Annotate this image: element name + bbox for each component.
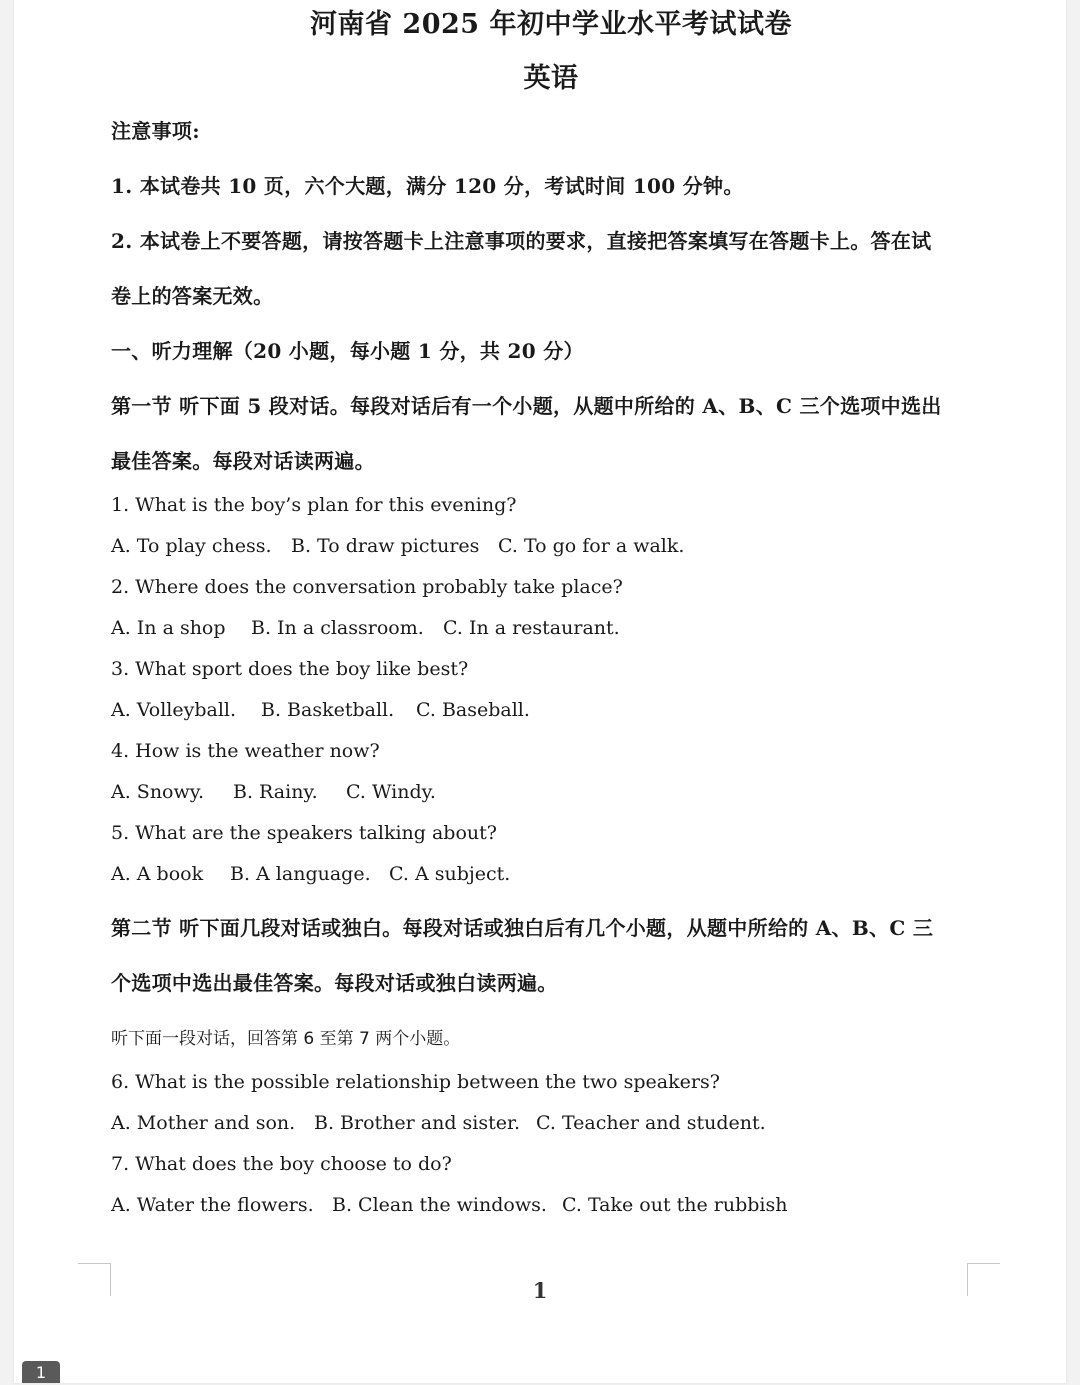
option-a: A. Water the flowers. bbox=[111, 1194, 314, 1216]
section1-heading-line-2: 最佳答案。每段对话读两遍。 bbox=[111, 449, 375, 473]
question-1-options bbox=[111, 535, 684, 557]
option-c: C. To go for a walk. bbox=[498, 535, 685, 557]
option-b: B. Basketball. bbox=[261, 699, 395, 721]
exam-page bbox=[14, 0, 1066, 1383]
option-b: B. To draw pictures bbox=[291, 535, 480, 557]
section2-heading-line-1: 第二节 听下面几段对话或独白。每段对话或独白后有几个小题，从题中所给的 A、B、C 三 bbox=[111, 916, 934, 940]
question-5: 5. What are the speakers talking about? bbox=[111, 822, 497, 844]
question-7: 7. What does the boy choose to do? bbox=[111, 1153, 452, 1175]
question-4-options bbox=[111, 781, 436, 803]
option-b: B. A language. bbox=[230, 863, 371, 885]
section2-heading-line-2: 个选项中选出最佳答案。每段对话或独白读两遍。 bbox=[111, 971, 558, 995]
section2-instruction: 听下面一段对话，回答第 6 至第 7 两个小题。 bbox=[111, 1029, 461, 1049]
question-6-options bbox=[111, 1112, 766, 1134]
section1-heading-line-1: 第一节 听下面 5 段对话。每段对话后有一个小题，从题中所给的 A、B、C 三个选项中选出 bbox=[111, 394, 942, 418]
question-1: 1. What is the boy’s plan for this evening? bbox=[111, 494, 517, 516]
option-c: C. Take out the rubbish bbox=[562, 1194, 788, 1216]
exam-subject: 英语 bbox=[523, 63, 579, 94]
notice-heading: 注意事项: bbox=[111, 119, 200, 143]
option-a: A. In a shop bbox=[111, 617, 226, 639]
option-a: A. Mother and son. bbox=[111, 1112, 296, 1134]
page-indicator-badge[interactable]: 1 bbox=[22, 1361, 60, 1383]
option-a: A. To play chess. bbox=[111, 535, 272, 557]
notice-item-1: 1. 本试卷共 10 页，六个大题，满分 120 分，考试时间 100 分钟。 bbox=[111, 174, 744, 198]
option-a: A. Snowy. bbox=[111, 781, 205, 803]
option-c: C. Teacher and student. bbox=[536, 1112, 766, 1134]
page-number: 1 bbox=[532, 1278, 548, 1303]
question-3-options bbox=[111, 699, 530, 721]
option-c: C. Windy. bbox=[346, 781, 436, 803]
option-c: C. Baseball. bbox=[416, 699, 530, 721]
question-2: 2. Where does the conversation probably take place? bbox=[111, 576, 623, 598]
exam-title: 河南省 2025 年初中学业水平考试试卷 bbox=[310, 9, 792, 40]
question-5-options bbox=[111, 863, 510, 885]
question-4: 4. How is the weather now? bbox=[111, 740, 380, 762]
question-3: 3. What sport does the boy like best? bbox=[111, 658, 469, 680]
notice-item-2-line-2: 卷上的答案无效。 bbox=[111, 284, 274, 308]
option-b: B. Clean the windows. bbox=[332, 1194, 547, 1216]
notice-item-2-line-1: 2. 本试卷上不要答题，请按答题卡上注意事项的要求，直接把答案填写在答题卡上。答在试 bbox=[111, 229, 932, 253]
question-2-options bbox=[111, 617, 620, 639]
option-b: B. Rainy. bbox=[233, 781, 318, 803]
option-c: C. A subject. bbox=[389, 863, 511, 885]
question-7-options bbox=[111, 1194, 787, 1216]
question-6: 6. What is the possible relationship between the two speakers? bbox=[111, 1071, 720, 1093]
option-b: B. Brother and sister. bbox=[314, 1112, 521, 1134]
part1-heading: 一、听力理解（20 小题，每小题 1 分，共 20 分） bbox=[111, 339, 584, 363]
option-a: A. A book bbox=[111, 863, 204, 885]
option-a: A. Volleyball. bbox=[111, 699, 237, 721]
option-c: C. In a restaurant. bbox=[443, 617, 620, 639]
option-b: B. In a classroom. bbox=[251, 617, 424, 639]
